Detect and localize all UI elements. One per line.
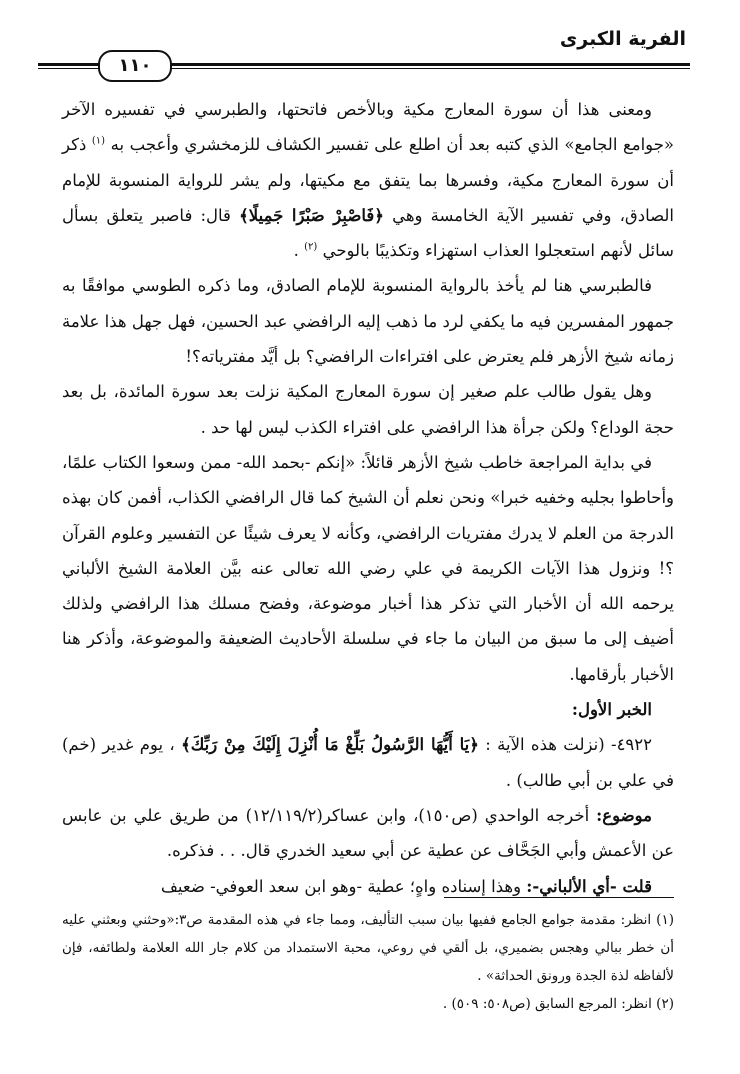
text-segment: أخرجه الواحدي (ص١٥٠)، وابن عساكر(١٢/١١٩/٢) من طريق علي بن عابس عن الأعمش وأبي الجَحَّاف عن عطية عن أبي سعيد الخدري قال. . . فذكره.	[62, 805, 674, 861]
paragraph-2: فالطبرسي هنا لم يأخذ بالرواية المنسوبة للإمام الصادق، وما ذكره الطوسي موافقًا به جمهور المفسرين فيه ما يكفي لرد ما ذهب إليه الرافضي عبد الحسين، فهل جهل هذا علامة زمانه شيخ الأزهر فلم يعترض على افتراءات الرافضي؟ بل أيَّد مفترياته؟!	[62, 276, 674, 367]
section-heading: الخبر الأول:	[571, 700, 652, 720]
footnote-ref-2: (٢)	[304, 241, 318, 253]
paragraph-7	[62, 869, 674, 904]
comment-label: قلت -أي الألباني-:	[526, 876, 652, 896]
text-segment: ومعنى هذا أن سورة المعارج مكية وبالأخص فاتحتها، والطبرسي في تفسيره الآخر «جوامع الجامع» الذي كتبه بعد أن اطلع على تفسير الكشاف للزمخشري وأعجب به	[62, 100, 674, 155]
paragraph-1	[62, 92, 674, 268]
paragraph-4: في بداية المراجعة خاطب شيخ الأزهر قائلاً: «إنكم -بحمد الله- ممن وسعوا الكتاب علمًا، وأحاطوا بجليه وخفيه خبرا» ونحن نعلم أن الشيخ كما قال الرافضي الكذاب، أفمن كان بهذه الدرجة من العلم لا يدرك مفتريات الرافضي، وكأنه لا يعرف شيئًا عن التفسير وعلوم القرآن ؟! ونزول هذا الآيات الكريمة في علي رضي الله تعالى عنه بيَّن العلامة الشيخ الألباني يرحمه الله أن الأخبار التي تذكر هذا أخبار موضوعة، وفضح مسلك هذا الرافضي ولذلك أضيف إلى ما سبق من البيان ما جاء في سلسلة الأحاديث الضعيفة والموضوعة، وأذكر هنا الأخبار بأرقامها.	[62, 452, 674, 684]
footnote-1: (١) انظر: مقدمة جوامع الجامع ففيها بيان سبب التأليف، ومما جاء في هذه المقدمة ص٣:«وحثني وبعثني عليه أن خطر ببالي وهجس بضميري، بل ألقي في روعي، محبة الاستمداد من كلام جار الله العلامة ولطائفه، فإن لألفاظه لذة الجدة ورونق الحداثة» .	[62, 912, 674, 984]
page-number: ١١٠	[98, 50, 172, 82]
text-segment: ذكر أن سورة المعارج مكية، وفسرها بما يتفق مع مكيتها، ولم يشر للرواية المنسوبة للإمام الصادق، وفي تفسير الآية الخامسة وهي	[62, 135, 675, 225]
text-segment: ٤٩٢٢- (نزلت هذه الآية :	[485, 735, 653, 755]
book-title: الفرية الكبرى	[559, 28, 686, 50]
footnote-divider	[444, 897, 674, 898]
paragraph-5	[62, 727, 674, 798]
text-segment: قال: فاصبر يتعلق بسأل سائل لأنهم استعجلوا العذاب استهزاء وتكذيبًا بالوحي	[62, 205, 674, 261]
paragraph-6	[62, 798, 674, 869]
page-header	[38, 22, 690, 76]
quran-verse: ﴿يَا أَيُّهَا الرَّسُولُ بَلِّغْ مَا أُنْزِلَ إِلَيْكَ مِنْ رَبِّكَ﴾	[181, 735, 479, 755]
quran-verse: ﴿فَاصْبِرْ صَبْرًا جَمِيلًا﴾	[239, 205, 384, 225]
text-segment: وهذا إسناده واهٍ؛ عطية -وهو ابن سعد العوفي- ضعيف	[160, 876, 522, 896]
footnote-ref-1: (١)	[91, 135, 106, 147]
ruling-label: موضوع:	[596, 805, 652, 825]
footnotes	[62, 906, 674, 1018]
text-segment: .	[293, 241, 299, 261]
paragraph-3: وهل يقول طالب علم صغير إن سورة المعارج المكية نزلت بعد سورة المائدة، بل بعد حجة الوداع؟ ولكن جرأة هذا الرافضي على افتراء الكذب ليس لها حد .	[62, 382, 674, 437]
footnote-2: (٢) انظر: المرجع السابق (ص٥٠٨: ٥٠٩) .	[442, 996, 674, 1012]
text-segment: ، يوم غدير (خم) في علي بن أبي طالب) .	[62, 735, 674, 790]
main-text	[62, 92, 674, 904]
